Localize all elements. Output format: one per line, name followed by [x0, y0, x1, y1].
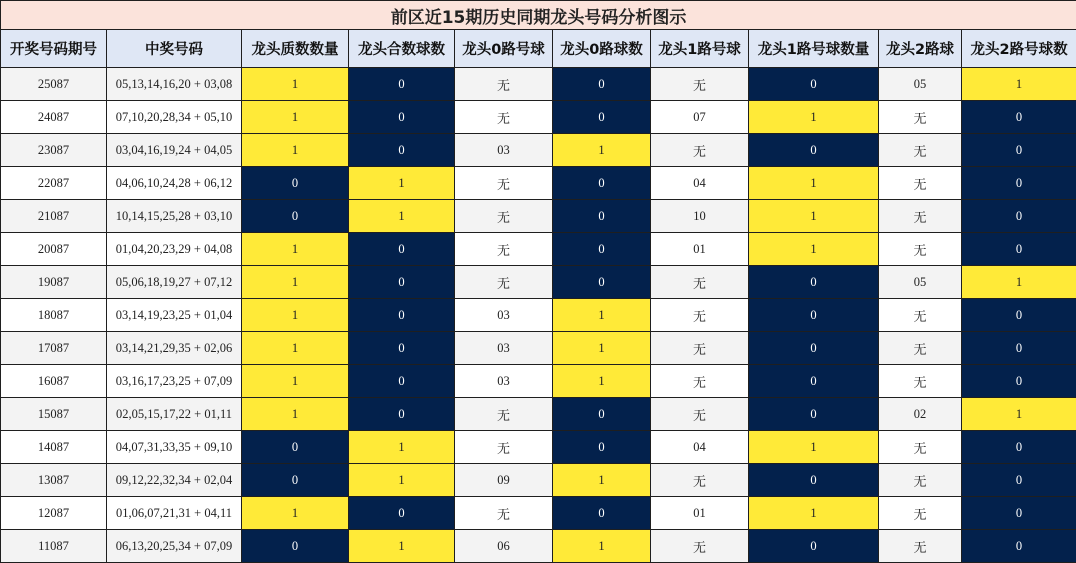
- cell-prime-count: 1: [242, 233, 349, 266]
- cell-winning-numbers: 02,05,15,17,22 + 01,11: [107, 398, 242, 431]
- cell-composite-count: 0: [349, 233, 455, 266]
- cell-road2-ball: 无: [879, 497, 962, 530]
- cell-road0-ball: 03: [455, 365, 553, 398]
- cell-road2-ball: 无: [879, 365, 962, 398]
- header-road1-count: 龙头1路号球数量: [749, 30, 879, 68]
- cell-road2-ball: 无: [879, 134, 962, 167]
- cell-road0-count: 1: [553, 299, 651, 332]
- cell-winning-numbers: 05,06,18,19,27 + 07,12: [107, 266, 242, 299]
- cell-road0-ball: 03: [455, 332, 553, 365]
- cell-issue: 12087: [1, 497, 107, 530]
- table-row: [1, 266, 1076, 299]
- cell-winning-numbers: 04,06,10,24,28 + 06,12: [107, 167, 242, 200]
- cell-road1-count: 0: [749, 464, 879, 497]
- cell-road2-ball: 无: [879, 464, 962, 497]
- cell-composite-count: 0: [349, 299, 455, 332]
- table-row: [1, 299, 1076, 332]
- cell-road1-ball: 04: [651, 431, 749, 464]
- cell-winning-numbers: 03,14,19,23,25 + 01,04: [107, 299, 242, 332]
- cell-issue: 16087: [1, 365, 107, 398]
- cell-road1-ball: 04: [651, 167, 749, 200]
- cell-road1-ball: 无: [651, 68, 749, 101]
- cell-road2-count: 0: [962, 464, 1076, 497]
- cell-road2-ball: 无: [879, 167, 962, 200]
- header-road1-ball: 龙头1路号球: [651, 30, 749, 68]
- cell-prime-count: 1: [242, 365, 349, 398]
- cell-road1-count: 1: [749, 431, 879, 464]
- table-row: [1, 431, 1076, 464]
- cell-road2-count: 0: [962, 497, 1076, 530]
- cell-winning-numbers: 01,06,07,21,31 + 04,11: [107, 497, 242, 530]
- cell-prime-count: 0: [242, 200, 349, 233]
- cell-road0-count: 1: [553, 134, 651, 167]
- cell-road2-ball: 05: [879, 68, 962, 101]
- cell-winning-numbers: 10,14,15,25,28 + 03,10: [107, 200, 242, 233]
- cell-road2-count: 1: [962, 398, 1076, 431]
- cell-road2-count: 0: [962, 299, 1076, 332]
- cell-road2-ball: 无: [879, 332, 962, 365]
- cell-road2-ball: 无: [879, 101, 962, 134]
- cell-road0-count: 0: [553, 497, 651, 530]
- table-row: [1, 200, 1076, 233]
- cell-road2-count: 0: [962, 233, 1076, 266]
- cell-road2-count: 0: [962, 134, 1076, 167]
- table-row: [1, 101, 1076, 134]
- cell-road0-count: 0: [553, 68, 651, 101]
- cell-road0-count: 0: [553, 431, 651, 464]
- cell-road1-count: 0: [749, 299, 879, 332]
- cell-road2-count: 0: [962, 530, 1076, 563]
- cell-winning-numbers: 03,14,21,29,35 + 02,06: [107, 332, 242, 365]
- cell-prime-count: 1: [242, 497, 349, 530]
- cell-road0-ball: 无: [455, 68, 553, 101]
- cell-composite-count: 0: [349, 68, 455, 101]
- header-road2-ball: 龙头2路球: [879, 30, 962, 68]
- cell-road1-count: 1: [749, 497, 879, 530]
- header-winning-numbers: 中奖号码: [107, 30, 242, 68]
- cell-composite-count: 0: [349, 365, 455, 398]
- cell-road1-count: 0: [749, 530, 879, 563]
- header-road0-ball: 龙头0路号球: [455, 30, 553, 68]
- cell-road2-count: 0: [962, 431, 1076, 464]
- cell-road1-ball: 无: [651, 464, 749, 497]
- cell-road1-ball: 无: [651, 266, 749, 299]
- cell-road2-count: 0: [962, 167, 1076, 200]
- cell-road2-ball: 无: [879, 200, 962, 233]
- cell-issue: 21087: [1, 200, 107, 233]
- table-row: [1, 464, 1076, 497]
- cell-road1-count: 0: [749, 398, 879, 431]
- cell-composite-count: 0: [349, 398, 455, 431]
- cell-road2-count: 0: [962, 200, 1076, 233]
- header-road2-count: 龙头2路号球数: [962, 30, 1076, 68]
- cell-road1-count: 0: [749, 68, 879, 101]
- page-title: 前区近15期历史同期龙头号码分析图示: [1, 1, 1076, 30]
- table-row: [1, 530, 1076, 563]
- cell-prime-count: 0: [242, 431, 349, 464]
- cell-issue: 19087: [1, 266, 107, 299]
- cell-road2-ball: 无: [879, 431, 962, 464]
- cell-issue: 20087: [1, 233, 107, 266]
- cell-road0-ball: 无: [455, 497, 553, 530]
- cell-composite-count: 1: [349, 464, 455, 497]
- cell-road1-count: 1: [749, 233, 879, 266]
- cell-road1-count: 0: [749, 134, 879, 167]
- cell-road0-count: 0: [553, 398, 651, 431]
- cell-road0-ball: 无: [455, 398, 553, 431]
- cell-prime-count: 1: [242, 68, 349, 101]
- cell-composite-count: 0: [349, 497, 455, 530]
- cell-road0-count: 0: [553, 233, 651, 266]
- cell-road0-ball: 无: [455, 233, 553, 266]
- header-issue: 开奖号码期号: [1, 30, 107, 68]
- cell-road0-count: 0: [553, 101, 651, 134]
- cell-road1-count: 1: [749, 167, 879, 200]
- header-row: [1, 30, 1076, 68]
- cell-prime-count: 1: [242, 299, 349, 332]
- cell-winning-numbers: 09,12,22,32,34 + 02,04: [107, 464, 242, 497]
- cell-winning-numbers: 05,13,14,16,20 + 03,08: [107, 68, 242, 101]
- cell-composite-count: 0: [349, 101, 455, 134]
- cell-prime-count: 1: [242, 134, 349, 167]
- cell-road2-count: 0: [962, 332, 1076, 365]
- cell-winning-numbers: 04,07,31,33,35 + 09,10: [107, 431, 242, 464]
- cell-road2-count: 1: [962, 68, 1076, 101]
- cell-road2-ball: 无: [879, 299, 962, 332]
- cell-road1-ball: 无: [651, 299, 749, 332]
- cell-composite-count: 0: [349, 332, 455, 365]
- cell-road1-ball: 01: [651, 497, 749, 530]
- cell-road1-ball: 07: [651, 101, 749, 134]
- cell-prime-count: 1: [242, 398, 349, 431]
- cell-issue: 18087: [1, 299, 107, 332]
- cell-road0-count: 0: [553, 167, 651, 200]
- cell-issue: 25087: [1, 68, 107, 101]
- cell-winning-numbers: 01,04,20,23,29 + 04,08: [107, 233, 242, 266]
- cell-road0-ball: 03: [455, 299, 553, 332]
- table-row: [1, 332, 1076, 365]
- table-row: [1, 233, 1076, 266]
- cell-composite-count: 1: [349, 167, 455, 200]
- cell-road0-ball: 无: [455, 167, 553, 200]
- cell-issue: 11087: [1, 530, 107, 563]
- cell-road2-ball: 无: [879, 530, 962, 563]
- cell-winning-numbers: 03,16,17,23,25 + 07,09: [107, 365, 242, 398]
- cell-road0-count: 1: [553, 365, 651, 398]
- cell-road1-ball: 无: [651, 332, 749, 365]
- cell-issue: 22087: [1, 167, 107, 200]
- table-row: [1, 134, 1076, 167]
- cell-road0-ball: 无: [455, 431, 553, 464]
- cell-issue: 13087: [1, 464, 107, 497]
- cell-composite-count: 1: [349, 200, 455, 233]
- cell-road2-ball: 05: [879, 266, 962, 299]
- cell-road0-count: 1: [553, 464, 651, 497]
- cell-road1-count: 1: [749, 200, 879, 233]
- cell-road0-count: 1: [553, 530, 651, 563]
- cell-issue: 24087: [1, 101, 107, 134]
- cell-prime-count: 0: [242, 167, 349, 200]
- header-prime-count: 龙头质数数量: [242, 30, 349, 68]
- cell-road1-ball: 无: [651, 134, 749, 167]
- cell-road1-ball: 无: [651, 365, 749, 398]
- cell-road2-ball: 无: [879, 233, 962, 266]
- cell-composite-count: 0: [349, 134, 455, 167]
- cell-road0-ball: 无: [455, 200, 553, 233]
- cell-road2-count: 1: [962, 266, 1076, 299]
- table-row: [1, 398, 1076, 431]
- cell-composite-count: 1: [349, 530, 455, 563]
- cell-road2-count: 0: [962, 101, 1076, 134]
- cell-road0-count: 0: [553, 200, 651, 233]
- cell-road1-ball: 01: [651, 233, 749, 266]
- cell-road1-ball: 无: [651, 530, 749, 563]
- cell-road0-count: 0: [553, 266, 651, 299]
- table-body: [1, 68, 1076, 563]
- cell-issue: 23087: [1, 134, 107, 167]
- cell-road2-count: 0: [962, 365, 1076, 398]
- cell-prime-count: 0: [242, 464, 349, 497]
- header-composite-count: 龙头合数球数: [349, 30, 455, 68]
- cell-issue: 17087: [1, 332, 107, 365]
- cell-winning-numbers: 07,10,20,28,34 + 05,10: [107, 101, 242, 134]
- cell-road0-ball: 06: [455, 530, 553, 563]
- cell-road1-count: 0: [749, 332, 879, 365]
- cell-issue: 15087: [1, 398, 107, 431]
- cell-road1-count: 0: [749, 266, 879, 299]
- cell-prime-count: 1: [242, 266, 349, 299]
- cell-road0-ball: 无: [455, 101, 553, 134]
- cell-road0-ball: 09: [455, 464, 553, 497]
- cell-road1-count: 1: [749, 101, 879, 134]
- cell-road0-count: 1: [553, 332, 651, 365]
- cell-winning-numbers: 06,13,20,25,34 + 07,09: [107, 530, 242, 563]
- cell-road2-ball: 02: [879, 398, 962, 431]
- title-row: [1, 1, 1076, 30]
- cell-prime-count: 1: [242, 332, 349, 365]
- cell-road0-ball: 无: [455, 266, 553, 299]
- cell-road1-ball: 10: [651, 200, 749, 233]
- table-row: [1, 365, 1076, 398]
- cell-composite-count: 0: [349, 266, 455, 299]
- cell-prime-count: 0: [242, 530, 349, 563]
- cell-prime-count: 1: [242, 101, 349, 134]
- table-row: [1, 68, 1076, 101]
- cell-road1-ball: 无: [651, 398, 749, 431]
- cell-composite-count: 1: [349, 431, 455, 464]
- table-row: [1, 497, 1076, 530]
- cell-road1-count: 0: [749, 365, 879, 398]
- table-row: [1, 167, 1076, 200]
- cell-issue: 14087: [1, 431, 107, 464]
- cell-road0-ball: 03: [455, 134, 553, 167]
- header-road0-count: 龙头0路球数: [553, 30, 651, 68]
- cell-winning-numbers: 03,04,16,19,24 + 04,05: [107, 134, 242, 167]
